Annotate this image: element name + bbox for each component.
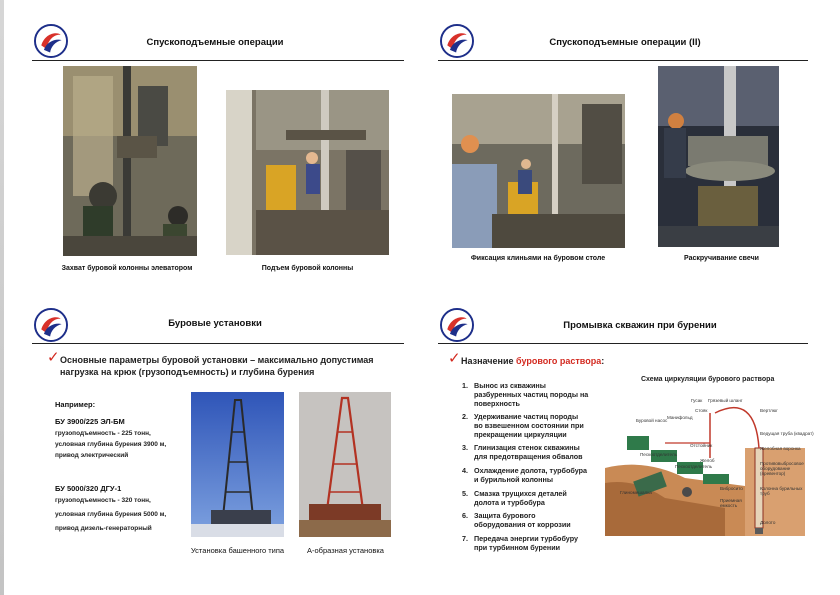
list-item-line: для предотвращения обвалов xyxy=(474,452,583,461)
scheme-label-pump: Буровой насос xyxy=(636,418,668,423)
scheme-label-settler: Отстойник xyxy=(690,443,713,448)
caption-stand-unscrewing: Раскручивание свечи xyxy=(684,255,759,262)
company-logo-icon xyxy=(34,308,68,342)
list-item-number: 6. xyxy=(462,511,468,520)
list-item-line: оборудования от коррозии xyxy=(474,520,571,529)
rig1-spec-drive: привод электрический xyxy=(55,452,129,459)
list-item-line: Защита бурового xyxy=(474,511,536,520)
scheme-label-hose: Грязевый шланг xyxy=(708,398,743,403)
scheme-label-vertlyug: Вертлюг xyxy=(760,408,778,413)
list-item xyxy=(462,534,612,552)
rig2-spec-capacity: грузоподъемность - 320 тонн, xyxy=(55,497,151,504)
mud-purpose-suffix: : xyxy=(601,356,605,366)
caption-column-lift: Подъем буровой колонны xyxy=(261,265,354,272)
title-rule-bottom-left xyxy=(32,343,404,344)
list-item-number: 3. xyxy=(462,443,468,452)
list-item-line: долота и турбобура xyxy=(474,498,545,507)
caption-tower-rig: Установка башенного типа xyxy=(190,546,285,555)
page-edge-shadow xyxy=(0,0,4,595)
scheme-label-funnel: Желобная воронка xyxy=(760,446,801,451)
scheme-label-sandtrap-2: Пескоотделитель xyxy=(675,464,713,469)
list-item xyxy=(462,489,612,507)
list-item xyxy=(462,412,612,439)
list-item-line: Передача энергии турбобуру xyxy=(474,534,578,543)
photo-elevator-grip xyxy=(63,66,197,256)
photo-tower-rig xyxy=(191,392,284,537)
list-item-line: Удерживание частиц породы xyxy=(474,412,579,421)
list-item-line: прекращении циркуляции xyxy=(474,430,567,439)
list-item xyxy=(462,443,612,461)
rig-parameters-lead-line2: нагрузка на крюк (грузоподъемность) и глубина бурения xyxy=(60,367,315,377)
mud-purpose-list xyxy=(462,381,612,556)
caption-a-frame-rig: А-образная установка xyxy=(307,546,384,555)
scheme-label-sandtrap: Пескоотделитель xyxy=(640,452,678,457)
rig-parameters-lead-line1: Основные параметры буровой установки – максимально допустимая xyxy=(60,355,374,365)
photo-a-frame-rig xyxy=(299,392,391,537)
scheme-label-bop: Противовыбросовое оборудование (превентор) xyxy=(760,461,804,476)
list-item-number: 2. xyxy=(462,412,468,421)
rig1-spec-capacity: грузоподъемность - 225 тонн, xyxy=(55,430,151,437)
scheme-label-vibrosito: Вибросито xyxy=(720,486,743,491)
list-item-line: и бурильной колонны xyxy=(474,475,553,484)
list-item-line: Глинизация стенок скважины xyxy=(474,443,580,452)
caption-slips-fixation: Фиксация клиньями на буровом столе xyxy=(470,255,606,262)
list-item-line: Смазка трущихся деталей xyxy=(474,489,567,498)
scheme-label-bit: Долото xyxy=(760,520,776,525)
scheme-label-stoyak: Стояк xyxy=(695,408,708,413)
rig2-name: БУ 5000/320 ДГУ-1 xyxy=(55,484,122,493)
slide-title-bottom-right: Промывка скважин при бурении xyxy=(563,320,717,331)
scheme-label-kelly: Ведущая труба (квадрат) xyxy=(760,431,814,436)
title-rule-bottom-right xyxy=(438,343,808,344)
photo-stand-unscrewing xyxy=(658,66,779,247)
rig1-spec-depth: условная глубина бурения 3900 м, xyxy=(55,441,167,448)
list-item-line: разбуренных частиц породы на xyxy=(474,390,589,399)
example-label: Например: xyxy=(55,400,96,409)
checkmark-icon: ✓ xyxy=(47,349,60,366)
list-item-number: 4. xyxy=(462,466,468,475)
list-item-line: Вынос из скважины xyxy=(474,381,546,390)
mud-purpose-lead xyxy=(461,355,661,367)
list-item xyxy=(462,466,612,484)
slide-title-top-right: Спускоподъемные операции (II) xyxy=(549,37,701,48)
list-item xyxy=(462,511,612,529)
checkmark-icon: ✓ xyxy=(448,350,461,367)
mud-purpose-highlight: бурового раствора xyxy=(516,356,602,366)
slide-title-bottom-left: Буровые установки xyxy=(168,318,262,329)
scheme-label-mixer: Глиномешалка xyxy=(620,490,652,495)
scheme-label-gus: Гусак xyxy=(691,398,703,403)
photo-slips-fixation xyxy=(452,94,625,248)
rig2-spec-depth: условная глубина бурения 5000 м, xyxy=(55,511,167,518)
list-item-number: 1. xyxy=(462,381,468,390)
company-logo-icon xyxy=(440,308,474,342)
list-item-number: 7. xyxy=(462,534,468,543)
scheme-label-receiver: Приемная емкость xyxy=(720,498,742,508)
list-item xyxy=(462,381,612,408)
company-logo-icon xyxy=(440,24,474,58)
company-logo-icon xyxy=(34,24,68,58)
slide-title-top-left: Спускоподъемные операции xyxy=(146,37,284,48)
photo-column-lift xyxy=(226,90,389,255)
list-item-line: во взвешенном состоянии при xyxy=(474,421,584,430)
scheme-label-gutter: Желоб xyxy=(700,458,715,463)
caption-elevator-grip: Захват буровой колонны элеватором xyxy=(61,265,193,272)
title-rule-top-right xyxy=(438,60,808,61)
rig1-name: БУ 3900/225 ЭЛ-БМ xyxy=(55,417,125,426)
list-item-line: поверхность xyxy=(474,399,520,408)
scheme-label-column: Колонна бурильных труб xyxy=(760,486,803,496)
title-rule-top-left xyxy=(32,60,404,61)
scheme-label-manifold: Манифольд xyxy=(667,415,693,420)
circulation-scheme-title: Схема циркуляции бурового раствора xyxy=(641,376,775,383)
rig2-spec-drive: привод дизель-генераторный xyxy=(55,525,152,532)
mud-purpose-prefix: Назначение xyxy=(461,356,517,366)
list-item-line: при турбинном бурении xyxy=(474,543,561,552)
list-item-line: Охлаждение долота, турбобура xyxy=(474,466,587,475)
list-item-number: 5. xyxy=(462,489,468,498)
